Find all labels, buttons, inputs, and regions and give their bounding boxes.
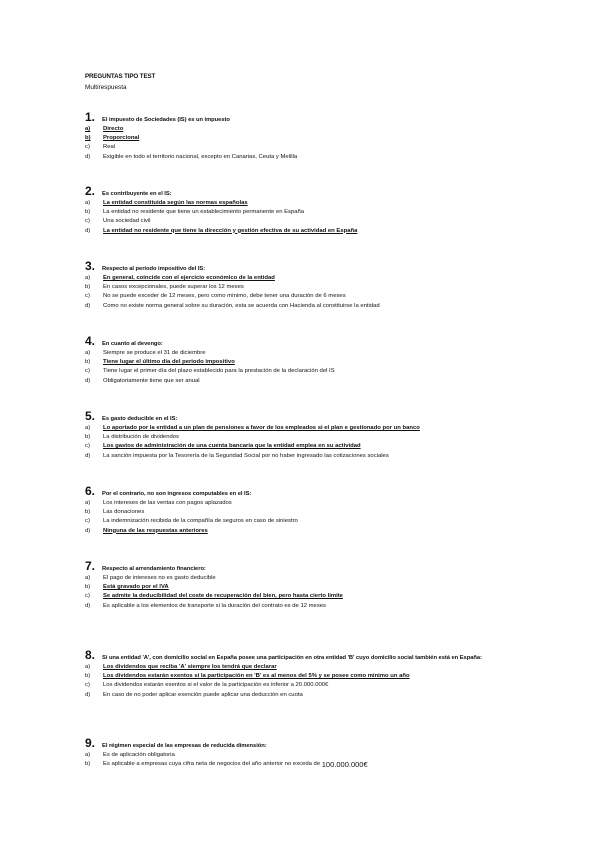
option-d: d) Como no existe norma general sobre su duración, esta se acuerda con Hacienda al constituirse la entidad — [85, 302, 380, 309]
question-text: El impuesto de Sociedades (IS) es un impuesto — [102, 117, 230, 123]
option-c: c) Tiene lugar el primer día del plazo establecido para la prestación de la declaración del IS — [85, 368, 335, 375]
question-4 — [85, 334, 565, 386]
question-7 — [85, 559, 565, 611]
question-text: Es contribuyente en el IS: — [102, 191, 172, 197]
question-9 — [85, 736, 565, 769]
option-d: d) La sanción impuesta por la Tesorería de la Seguridad Social por no haber ingresado las cotizaciones sociales — [85, 452, 389, 459]
question-2 — [85, 184, 565, 236]
question-text: En cuanto al devengo: — [102, 341, 163, 347]
question-text: El régimen especial de las empresas de reducida dimensión: — [102, 743, 267, 749]
document-subtitle: Multirespuesta — [85, 84, 127, 91]
option-d: d) La entidad no residente que tiene la dirección y gestión efectiva de su actividad en España — [85, 227, 358, 234]
question-number: 7. — [85, 559, 96, 573]
question-3 — [85, 259, 565, 311]
option-b: b) Tiene lugar el último día del periodo impositivo — [85, 359, 235, 366]
question-number: 2. — [85, 184, 96, 198]
document-title: PREGUNTAS TIPO TEST — [85, 73, 156, 80]
question-number: 3. — [85, 259, 96, 273]
question-text: Si una entidad 'A', con domicilio social en España posee una participación en otra entidad 'B' cuyo domicilio social también está en España: — [102, 655, 482, 661]
option-d: d) Exigible en todo el territorio nacional, excepto en Canarias, Ceuta y Melilla — [85, 153, 298, 160]
option-c: c) Una sociedad civil — [85, 218, 151, 225]
option-b: b) Los dividendos estarán exentos si la participación en 'B' es al menos del 5% y se posee como mínimo un año — [85, 673, 410, 680]
amount-value: 100.000.000€ — [321, 760, 368, 770]
option-d: d) Obligatoriamente tiene que ser anual — [85, 377, 200, 384]
option-b: b) La entidad no residente que tiene un establecimiento permanente en España — [85, 209, 305, 216]
option-a: a) Siempre se produce el 31 de diciembre — [85, 350, 206, 356]
question-number: 1. — [85, 110, 96, 124]
option-a: a) Lo aportado por la entidad a un plan de pensiones a favor de los empleados si el plan e gestionado por un banco — [85, 425, 420, 431]
question-number: 8. — [85, 648, 96, 662]
option-c: c) No se puede exceder de 12 meses, pero como mínimo, debe tener una duración de 6 meses — [85, 293, 346, 300]
option-a: a) Los dividendos que reciba 'A' siempre los tendrá que declarar — [85, 664, 277, 670]
option-c: c) Los gastos de administración de una cuenta bancaria que la entidad emplea en su actividad — [85, 443, 361, 450]
question-text: Es gasto deducible en el IS: — [102, 416, 178, 422]
option-a: a) La entidad constituida según las normas españolas — [85, 200, 248, 206]
question-number: 9. — [85, 736, 96, 750]
question-number: 4. — [85, 334, 96, 348]
option-a: a) Directo — [85, 126, 124, 132]
question-number: 6. — [85, 484, 96, 498]
question-number: 5. — [85, 409, 96, 423]
option-b: b) La distribución de dividendos — [85, 434, 179, 441]
question-text: Respecto al arrendamiento financiero: — [102, 566, 206, 572]
option-c: c) Se admite la deducibilidad del coste de recuperación del bien, pero hasta cierto límite — [85, 593, 343, 600]
option-a: a) En general, coincide con el ejercicio económico de la entidad — [85, 275, 275, 281]
option-b: b) En casos excepcionales, puede superar los 12 meses — [85, 284, 244, 291]
option-a: a) El pago de intereses no es gasto deducible — [85, 575, 216, 581]
option-a: a) Es de aplicación obligatoria — [85, 752, 175, 758]
question-5 — [85, 409, 565, 461]
question-1 — [85, 110, 565, 162]
option-d: d) Es aplicable a los elementos de transporte si la duración del contrato es de 12 meses — [85, 602, 326, 609]
option-b: b) Está gravado por el IVA — [85, 584, 169, 591]
question-8 — [85, 648, 565, 700]
option-c: c) Los dividendos estarán exentos si el valor de la participación es inferior a 20.000.000€ — [85, 682, 329, 689]
question-text: Respecto al período impositivo del IS: — [102, 266, 206, 272]
question-text: Por el contrario, no son ingresos computables en el IS: — [102, 491, 252, 497]
option-b: b) Es aplicable a empresas cuya cifra neta de negocios del año anterior no exceda de 100.000.000€ — [85, 760, 368, 770]
option-b: b) Las donaciones — [85, 509, 145, 516]
option-c: c) Real — [85, 144, 116, 151]
option-d: d) En caso de no poder aplicar exención puede aplicar una deducción en cuota — [85, 691, 303, 698]
option-a: a) Los intereses de las ventas con pagos aplazados — [85, 500, 232, 506]
option-c: c) La indemnización recibida de la compañía de seguros en caso de siniestro — [85, 518, 298, 525]
option-b: b) Proporcional — [85, 135, 140, 142]
option-d: d) Ninguna de las respuestas anteriores — [85, 527, 208, 534]
question-6 — [85, 484, 565, 536]
